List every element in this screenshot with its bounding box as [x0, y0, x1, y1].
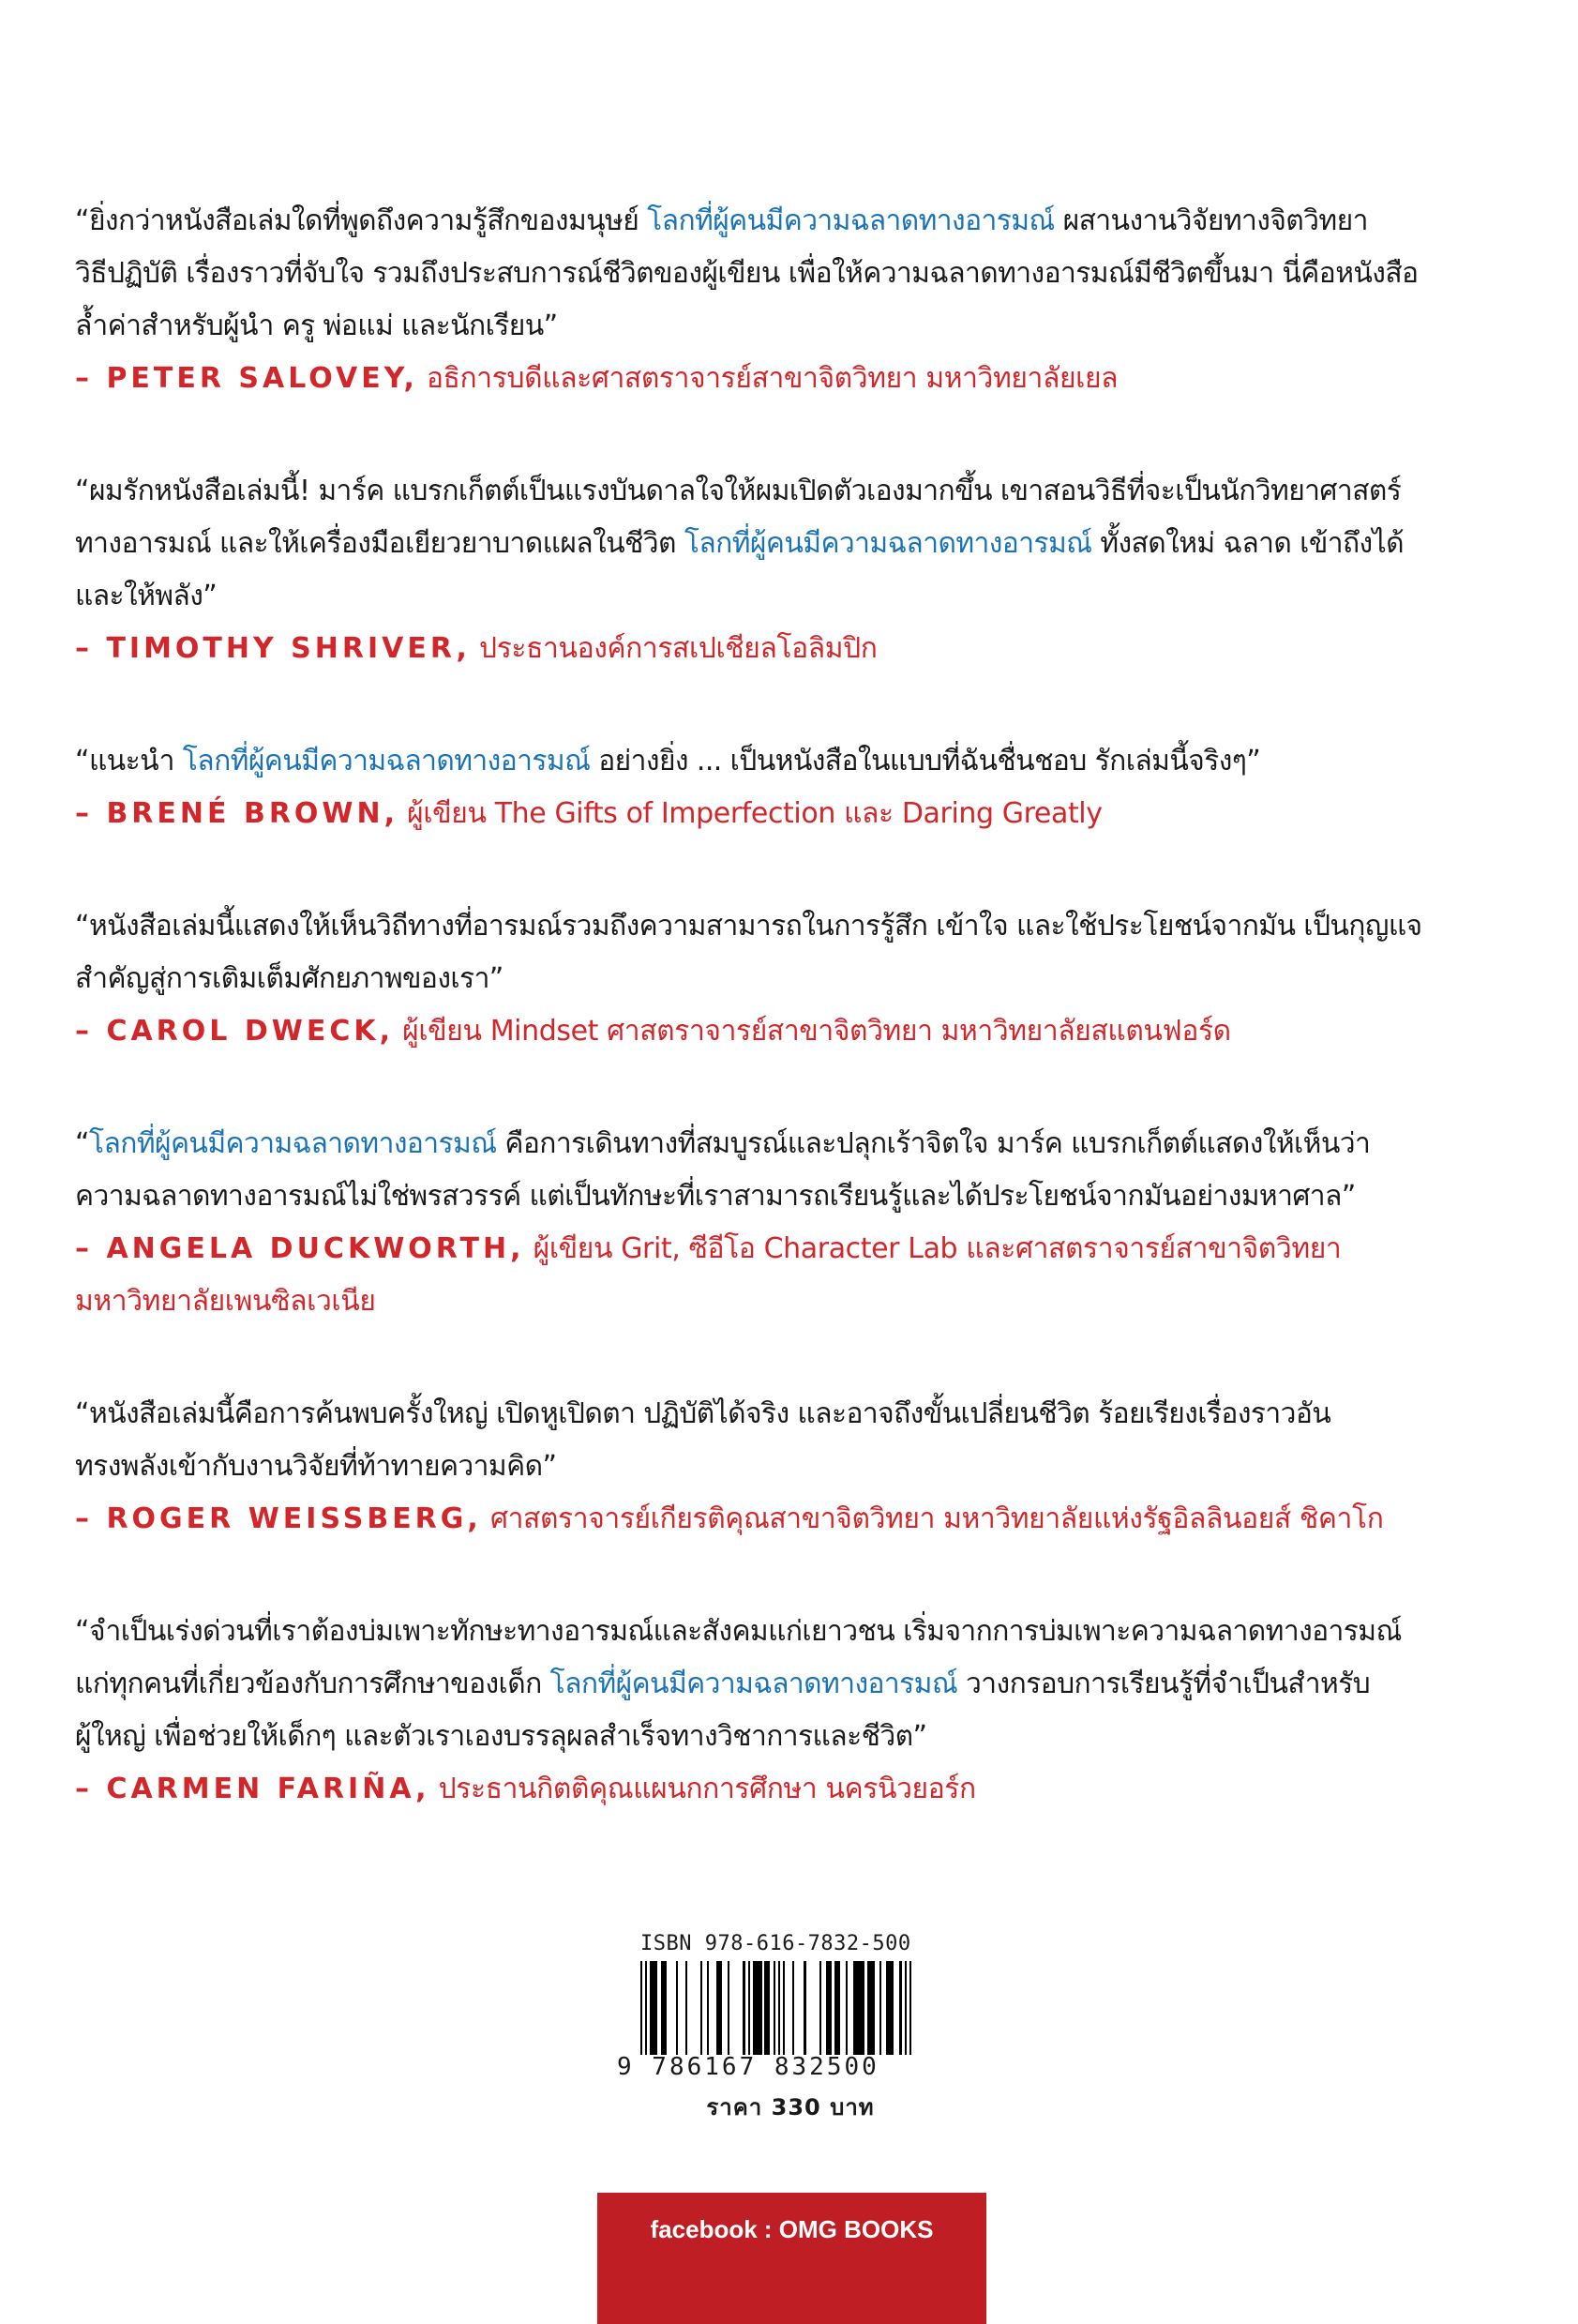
endorsement-shriver	[75, 465, 1510, 675]
attribution	[75, 353, 1510, 405]
quote-text: ล้ำค่าสำหรับผู้นำ ครู พ่อแม่ และนักเรียน”	[75, 309, 558, 342]
barcode-digits: 9 786167 832500	[617, 2053, 879, 2081]
quote-text: แก่ทุกคนที่เกี่ยวข้องกับการศึกษาของเด็ก โลกที่ผู้คนมีความฉลาดทางอารมณ์ วางกรอบการเรียนรู้ที่จำเป็นสำหรับ	[75, 1668, 1371, 1700]
author-role: ศาสตราจารย์เกียรติคุณสาขาจิตวิทยา มหาวิทยาลัยแห่งรัฐอิลลินอยส์ ชิคาโก	[481, 1502, 1384, 1535]
author-role: ประธานองค์การสเปเชียลโอลิมปิก	[470, 632, 878, 665]
author-role-continued: มหาวิทยาลัยเพนซิลเวเนีย	[75, 1285, 376, 1318]
author-name: – BRENÉ BROWN,	[75, 797, 399, 830]
book-title: โลกที่ผู้คนมีความฉลาดทางอารมณ์	[684, 527, 1092, 560]
quote-text: ผู้ใหญ่ เพื่อช่วยให้เด็กๆ และตัวเราเองบรรลุผลสำเร็จทางวิชาการและชีวิต”	[75, 1720, 927, 1753]
publisher-banner	[597, 2193, 986, 2324]
attribution	[75, 623, 1510, 675]
quote-text: ทางอารมณ์ และให้เครื่องมือเยียวยาบาดแผลในชีวิต โลกที่ผู้คนมีความฉลาดทางอารมณ์ ทั้งสดใหม่ ฉลาด เข้าถึงได้	[75, 527, 1404, 560]
author-role: ผู้เขียน Mindset ศาสตราจารย์สาขาจิตวิทยา มหาวิทยาลัยสแตนฟอร์ด	[394, 1015, 1231, 1048]
quote-text: “แนะนำ โลกที่ผู้คนมีความฉลาดทางอารมณ์ อย่างยิ่ง ... เป็นหนังสือในแบบที่ฉันชื่นชอบ รักเล่มนี้จริงๆ”	[75, 745, 1261, 777]
quote-text: “ผมรักหนังสือเล่มนี้! มาร์ค แบรกเก็ตต์เป็นแรงบันดาลใจให้ผมเปิดตัวเองมากขึ้น เขาสอนวิธีที่จะเป็นนักวิทยาศาสตร์	[75, 475, 1402, 507]
endorsement-brown	[75, 735, 1510, 840]
isbn-label: ISBN 978-616-7832-500	[640, 1932, 911, 1955]
attribution	[75, 1005, 1510, 1058]
endorsement-farina	[75, 1606, 1510, 1816]
quote-text: ทรงพลังเข้ากับงานวิจัยที่ท้าทายความคิด”	[75, 1450, 557, 1483]
attribution	[75, 1763, 1510, 1816]
author-name: – ROGER WEISSBERG,	[75, 1502, 482, 1535]
book-title: โลกที่ผู้คนมีความฉลาดทางอารมณ์	[88, 1127, 497, 1160]
quote-text: สำคัญสู่การเติมเต็มศักยภาพของเรา”	[75, 962, 503, 995]
quote-text: “จำเป็นเร่งด่วนที่เราต้องบ่มเพาะทักษะทางอารมณ์และสังคมแก่เยาวชน เริ่มจากการบ่มเพาะความฉลาดทางอารมณ์	[75, 1615, 1402, 1648]
book-title: โลกที่ผู้คนมีความฉลาดทางอารมณ์	[182, 745, 591, 777]
quote-text: วิธีปฏิบัติ เรื่องราวที่จับใจ รวมถึงประสบการณ์ชีวิตของผู้เขียน เพื่อให้ความฉลาดทางอารมณ์มีชีวิตขึ้นมา นี่คือหนังสือ	[75, 257, 1419, 290]
author-role: ประธานกิตติคุณแผนกการศึกษา นครนิวยอร์ก	[429, 1773, 976, 1805]
author-name: – CAROL DWECK,	[75, 1015, 394, 1048]
author-name: – PETER SALOVEY,	[75, 362, 418, 395]
endorsement-duckworth	[75, 1118, 1510, 1328]
attribution	[75, 1493, 1510, 1546]
barcode-icon	[640, 1961, 940, 2055]
quote-text: “โลกที่ผู้คนมีความฉลาดทางอารมณ์ คือการเดินทางที่สมบูรณ์และปลุกเร้าจิตใจ มาร์ค แบรกเก็ตต์แสดงให้เห็นว่า	[75, 1127, 1371, 1160]
quote-text: “หนังสือเล่มนี้คือการค้นพบครั้งใหญ่ เปิดหูเปิดตา ปฏิบัติได้จริง และอาจถึงขั้นเปลี่ยนชีวิต ร้อยเรียงเรื่องราวอัน	[75, 1397, 1331, 1430]
attribution	[75, 788, 1510, 840]
quote-text: และให้พลัง”	[75, 580, 218, 612]
endorsement-salovey	[75, 195, 1510, 405]
author-name: – ANGELA DUCKWORTH,	[75, 1232, 525, 1265]
author-role: อธิการบดีและศาสตราจารย์สาขาจิตวิทยา มหาวิทยาลัยเยล	[417, 362, 1119, 395]
author-role: ผู้เขียน The Gifts of Imperfection และ Daring Greatly	[398, 797, 1103, 830]
book-title: โลกที่ผู้คนมีความฉลาดทางอารมณ์	[549, 1668, 958, 1700]
author-name: – TIMOTHY SHRIVER,	[75, 632, 471, 665]
isbn-block	[617, 1932, 940, 2125]
author-name: – CARMEN FARIÑA,	[75, 1773, 430, 1805]
book-title: โลกที่ผู้คนมีความฉลาดทางอารมณ์	[647, 204, 1055, 237]
facebook-link[interactable]: facebook : OMG BOOKS	[650, 2215, 934, 2243]
attribution	[75, 1223, 1510, 1275]
quote-text: “ยิ่งกว่าหนังสือเล่มใดที่พูดถึงความรู้สึกของมนุษย์ โลกที่ผู้คนมีความฉลาดทางอารมณ์ ผสานงานวิจัยทางจิตวิทยา	[75, 204, 1368, 237]
endorsement-weissberg	[75, 1388, 1510, 1546]
endorsement-dweck	[75, 900, 1510, 1058]
endorsements	[75, 195, 1510, 1876]
quote-text: “หนังสือเล่มนี้แสดงให้เห็นวิถีทางที่อารมณ์รวมถึงความสามารถในการรู้สึก เข้าใจ และใช้ประโยชน์จากมัน เป็นกุญแจ	[75, 910, 1422, 943]
author-role: ผู้เขียน Grit, ซีอีโอ Character Lab และศาสตราจารย์สาขาจิตวิทยา	[524, 1232, 1342, 1265]
price: ราคา 330 บาท	[706, 2094, 875, 2120]
quote-text: ความฉลาดทางอารมณ์ไม่ใช่พรสวรรค์ แต่เป็นทักษะที่เราสามารถเรียนรู้และได้ประโยชน์จากมันอย่างมหาศาล”	[75, 1180, 1356, 1213]
